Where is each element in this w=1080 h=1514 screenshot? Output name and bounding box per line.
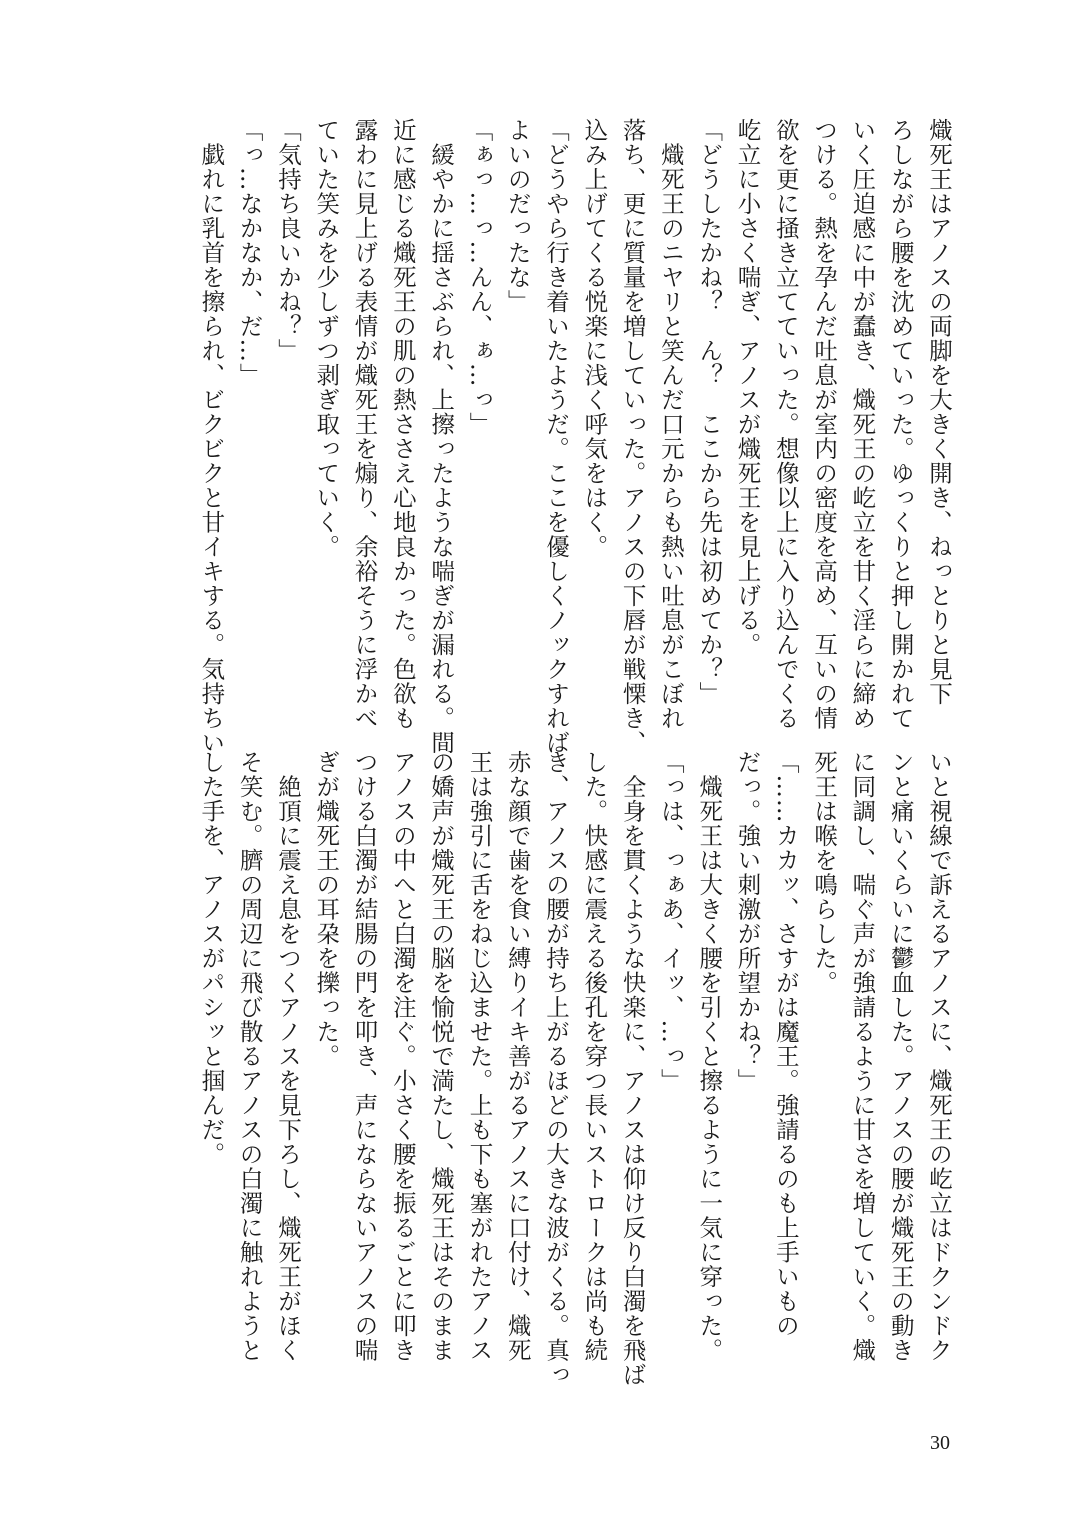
text-column: 「っは、っぁあ、イッ、…っ」: [656, 750, 685, 1093]
text-column: 絶頂に震え息をつくアノスを見下ろし、熾死王がほく: [273, 750, 302, 1363]
page-number: 30: [930, 1432, 950, 1454]
text-column: だっ。強い刺激が所望かね？」: [733, 750, 762, 1093]
text-column: 王は強引に舌をねじ込ませた。上も下も塞がれたアノス: [465, 750, 494, 1363]
text-column: 屹立に小さく喘ぎ、アノスが熾死王を見上げる。: [733, 118, 762, 657]
text-block-bottom: [192, 750, 958, 1387]
text-column: 「気持ち良いかね？」: [273, 118, 302, 363]
text-column: ていた笑みを少しずつ剥ぎ取っていく。: [312, 118, 341, 559]
text-column: 「……カカッ、さすがは魔王。強請るのも上手いもの: [771, 750, 800, 1338]
text-column: 欲を更に掻き立てていった。想像以上に入り込んでくる: [771, 118, 800, 731]
text-column: 熾死王のニヤリと笑んだ口元からも熱い吐息がこぼれ: [656, 118, 685, 731]
text-column: 落ち、更に質量を増していった。アノスの下唇が戦慄き、: [618, 118, 647, 755]
text-column: ろしながら腰を沈めていった。ゆっくりと押し開かれて: [886, 118, 915, 731]
text-column: いと視線で訴えるアノスに、熾死王の屹立はドクンドク: [925, 750, 953, 1363]
text-column: ンと痛いくらいに鬱血した。アノスの腰が熾死王の動き: [886, 750, 915, 1363]
text-column: 緩やかに揺さぶられ、上擦ったような喘ぎが漏れる。間: [427, 118, 456, 755]
text-column: 「どうやら行き着いたようだ。ここを優しくノックすれば: [542, 118, 571, 755]
text-column: いく圧迫感に中が蠢き、熾死王の屹立を甘く淫らに締め: [848, 118, 877, 731]
text-column: した。快感に震える後孔を穿つ長いストロークは尚も続: [580, 750, 609, 1363]
text-column: アノスの中へと白濁を注ぐ。小さく腰を振るごとに叩き: [388, 750, 417, 1363]
text-column: 全身を貫くような快楽に、アノスは仰け反り白濁を飛ば: [618, 750, 647, 1387]
text-column: の嬌声が熾死王の脳を愉悦で満たし、熾死王はそのまま: [427, 750, 456, 1363]
text-column: 死王は喉を鳴らした。: [810, 750, 839, 995]
text-column: 露わに見上げる表情が熾死王を煽り、余裕そうに浮かべ: [350, 118, 379, 731]
text-column: つける。熱を孕んだ吐息が室内の密度を高め、互いの情: [810, 118, 839, 731]
text-column: そ笑む。臍の周辺に飛び散るアノスの白濁に触れようと: [235, 750, 264, 1363]
text-column: 込み上げてくる悦楽に浅く呼気をはく。: [580, 118, 609, 559]
text-block-top: [192, 118, 958, 755]
text-column: 赤な顔で歯を食い縛りイキ善がるアノスに口付け、熾死: [503, 750, 532, 1363]
text-column: 近に感じる熾死王の肌の熱ささえ心地良かった。色欲も: [388, 118, 417, 731]
text-column: した手を、アノスがパシッと掴んだ。: [197, 750, 226, 1167]
text-column: 熾死王は大きく腰を引くと擦るように一気に穿った。: [695, 750, 724, 1363]
text-column: つける白濁が結腸の門を叩き、声にならないアノスの喘: [350, 750, 379, 1363]
text-column: 「どうしたかね？ ん？ ここから先は初めてか？」: [695, 118, 724, 706]
text-column: き、アノスの腰が持ち上がるほどの大きな波がくる。真っ: [542, 750, 571, 1387]
text-column: 熾死王はアノスの両脚を大きく開き、ねっとりと見下: [925, 118, 953, 706]
text-column: ぎが熾死王の耳朶を擽った。: [312, 750, 341, 1069]
text-column: に同調し、喘ぐ声が強請るように甘さを増していく。熾: [848, 750, 877, 1363]
text-column: 「っ…なかなか、だ…」: [235, 118, 264, 388]
text-column: 戯れに乳首を擦られ、ビクビクと甘イキする。気持ちい: [197, 118, 226, 755]
text-column: 「ぁっ…っ…んん、ぁ…っ」: [465, 118, 494, 437]
text-column: よいのだったな」: [503, 118, 532, 314]
